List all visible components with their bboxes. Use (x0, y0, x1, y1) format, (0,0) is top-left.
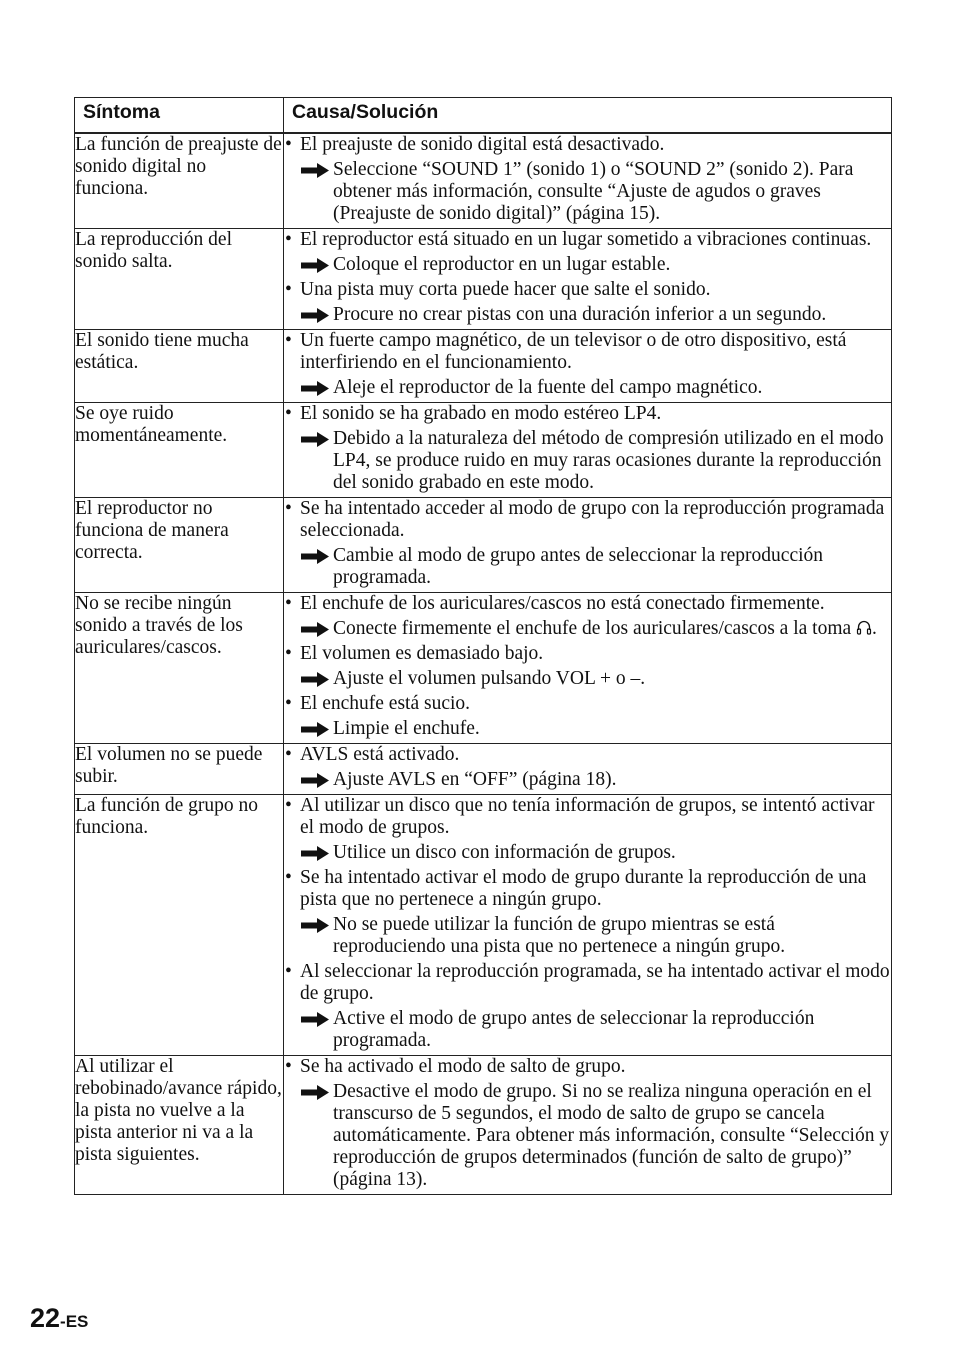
symptom-cell: La función de grupo no funciona. (75, 795, 284, 1056)
symptom-cell: La función de preajuste de sonido digital no funciona. (75, 133, 284, 229)
cause-item: • El reproductor está situado en un lugar sometido a vibraciones continuas. (284, 229, 891, 251)
cause-solution-cell (284, 403, 892, 498)
headphone-icon (856, 619, 872, 635)
solution-item (284, 1081, 891, 1191)
solution-item (284, 668, 891, 690)
cause-solution-cell (284, 133, 892, 229)
cause-item: • Se ha intentado acceder al modo de grupo con la reproducción programada seleccionada. (284, 498, 891, 542)
arrow-right-icon (300, 721, 330, 738)
troubleshooting-table (74, 97, 892, 1195)
cause-item: • Al seleccionar la reproducción programada, se ha intentado activar el modo de grupo. (284, 961, 891, 1005)
cause-item: • Se ha intentado activar el modo de grupo durante la reproducción de una pista que no pertenece a ningún grupo. (284, 867, 891, 911)
page-language-suffix: -ES (60, 1312, 89, 1331)
solution-text: Seleccione “SOUND 1” (sonido 1) o “SOUND 2” (sonido 2). Para obtener más información, consulte “Ajuste de agudos o graves (Preajuste de sonido digital)” (página 15). (333, 159, 854, 224)
solution-item (284, 304, 891, 326)
cause-item: • El volumen es demasiado bajo. (284, 643, 891, 665)
arrow-right-icon (300, 671, 330, 688)
cause-item: • El enchufe está sucio. (284, 693, 891, 715)
solution-item (284, 769, 891, 791)
cause-solution-cell (284, 744, 892, 795)
solution-item (284, 254, 891, 276)
arrow-right-icon (300, 431, 330, 448)
arrow-right-icon (300, 162, 330, 179)
table-row (75, 498, 892, 593)
table-row (75, 744, 892, 795)
cause-solution-cell (284, 1056, 892, 1195)
cause-item: • Se ha activado el modo de salto de grupo. (284, 1056, 891, 1078)
cause-solution-cell (284, 498, 892, 593)
symptom-cell: No se recibe ningún sonido a través de los auriculares/cascos. (75, 593, 284, 744)
cause-item: • El preajuste de sonido digital está desactivado. (284, 134, 891, 156)
solution-text: Conecte firmemente el enchufe de los auriculares/cascos a la toma (333, 618, 852, 639)
page-number (30, 1303, 88, 1337)
solution-text: Procure no crear pistas con una duración inferior a un segundo. (333, 304, 827, 325)
arrow-right-icon (300, 845, 330, 862)
cause-solution-cell (284, 229, 892, 330)
arrow-right-icon (300, 257, 330, 274)
arrow-right-icon (300, 380, 330, 397)
solution-item: Conecte firmemente el enchufe de los auriculares/cascos a la toma . (284, 618, 891, 640)
solution-text: No se puede utilizar la función de grupo mientras se está reproduciendo una pista que no pertenece a ningún grupo. (333, 914, 786, 957)
table-row (75, 229, 892, 330)
solution-text: Coloque el reproductor en un lugar estable. (333, 254, 671, 275)
cause-solution-cell (284, 593, 892, 744)
solution-item (284, 377, 891, 399)
arrow-right-icon (300, 548, 330, 565)
solution-text: Ajuste el volumen pulsando VOL + o –. (333, 668, 646, 689)
table-row (75, 1056, 892, 1195)
solution-item (284, 1008, 891, 1052)
cause-item: • El enchufe de los auriculares/cascos no está conectado firmemente. (284, 593, 891, 615)
solution-text: Utilice un disco con información de grupos. (333, 842, 676, 863)
cause-item: • Un fuerte campo magnético, de un televisor o de otro dispositivo, está interfiriendo en el funcionamiento. (284, 330, 891, 374)
symptom-cell: El sonido tiene mucha estática. (75, 330, 284, 403)
solution-item (284, 428, 891, 494)
arrow-right-icon (300, 1084, 330, 1101)
arrow-right-icon (300, 621, 330, 638)
solution-item (284, 718, 891, 740)
arrow-right-icon (300, 772, 330, 789)
cause-item: • El sonido se ha grabado en modo estéreo LP4. (284, 403, 891, 425)
page-number-value: 22 (30, 1303, 61, 1333)
symptom-cell: El volumen no se puede subir. (75, 744, 284, 795)
cause-column-header: Causa/Solución (284, 98, 892, 134)
solution-text: Desactive el modo de grupo. Si no se realiza ninguna operación en el transcurso de 5 segundos, el modo de salto de grupo se cancela automáticamente. Para obtener más información, consulte “Selección y reproducción de grupos determinados (función de salto de grupo)” (página 13). (333, 1081, 890, 1190)
arrow-right-icon (300, 917, 330, 934)
symptom-cell: Se oye ruido momentáneamente. (75, 403, 284, 498)
table-row (75, 330, 892, 403)
symptom-cell: La reproducción del sonido salta. (75, 229, 284, 330)
solution-text: Cambie al modo de grupo antes de seleccionar la reproducción programada. (333, 545, 824, 588)
cause-solution-cell (284, 795, 892, 1056)
solution-text: Aleje el reproductor de la fuente del campo magnético. (333, 377, 763, 398)
table-header-row (75, 98, 892, 134)
symptom-cell: El reproductor no funciona de manera correcta. (75, 498, 284, 593)
solution-item (284, 914, 891, 958)
table-row (75, 795, 892, 1056)
cause-item: • Una pista muy corta puede hacer que salte el sonido. (284, 279, 891, 301)
table-row (75, 133, 892, 229)
arrow-right-icon (300, 307, 330, 324)
solution-text: Ajuste AVLS en “OFF” (página 18). (333, 769, 617, 790)
table-row (75, 403, 892, 498)
table-row (75, 593, 892, 744)
cause-item: • AVLS está activado. (284, 744, 891, 766)
symptom-cell: Al utilizar el rebobinado/avance rápido, la pista no vuelve a la pista anterior ni va a la pista siguientes. (75, 1056, 284, 1195)
cause-solution-cell (284, 330, 892, 403)
symptom-column-header: Síntoma (75, 98, 284, 134)
solution-text: Active el modo de grupo antes de seleccionar la reproducción programada. (333, 1008, 815, 1051)
cause-item: • Al utilizar un disco que no tenía información de grupos, se intentó activar el modo de grupos. (284, 795, 891, 839)
solution-item (284, 159, 891, 225)
arrow-right-icon (300, 1011, 330, 1028)
solution-item (284, 545, 891, 589)
solution-text: Limpie el enchufe. (333, 718, 480, 739)
solution-item (284, 842, 891, 864)
solution-text: Debido a la naturaleza del método de compresión utilizado en el modo LP4, se produce ruido en muy raras ocasiones durante la reproducción del sonido grabado en este modo. (333, 428, 884, 493)
table-body (75, 133, 892, 1195)
